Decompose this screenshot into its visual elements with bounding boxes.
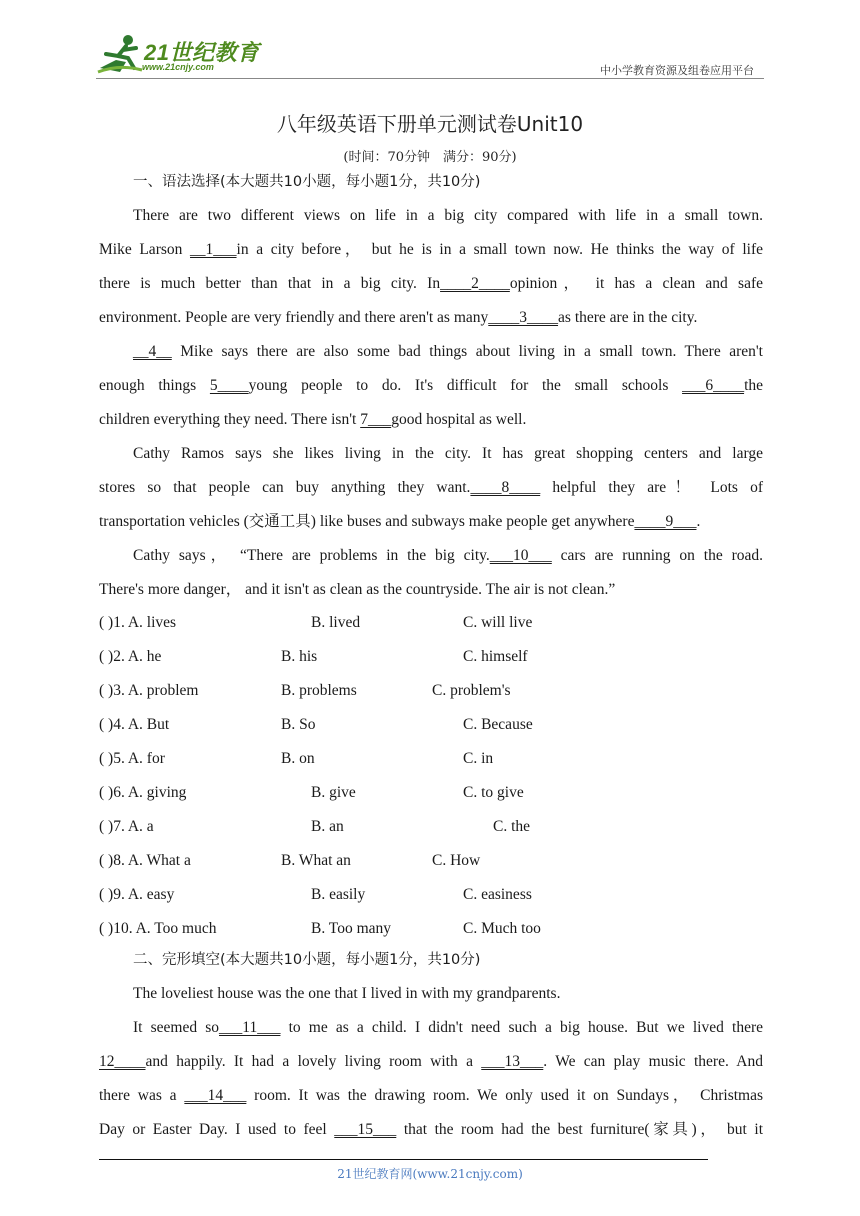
passage-line xyxy=(99,478,763,498)
question-stem-option-a: ( )8. A. What a xyxy=(99,852,191,869)
question-stem-option-a: ( )3. A. problem xyxy=(99,682,199,699)
question-row xyxy=(99,681,699,701)
option-c: C. himself xyxy=(463,648,528,665)
header-slogan: 中小学教育资源及组卷应用平台 xyxy=(600,64,754,77)
question-row xyxy=(99,613,699,633)
passage-text: stores so that people can buy anything they want. xyxy=(99,479,471,496)
passage-text: in a city before， but he is in a small town now. He thinks the way of life xyxy=(236,241,763,258)
question-stem-option-a: ( )10. A. Too much xyxy=(99,920,217,937)
blank-11: ___11___ xyxy=(219,1019,281,1036)
question-row xyxy=(99,919,699,939)
passage-text: The loveliest house was the one that I lived in with my grandparents. xyxy=(133,985,561,1002)
section-1-heading: 一、语法选择(本大题共10小题，每小题1分，共10分) xyxy=(133,174,481,190)
blank-6: ___6____ xyxy=(682,377,745,394)
option-c: C. problem's xyxy=(432,682,511,699)
passage-text: room. It was the drawing room. We only used it on Sundays， Christmas xyxy=(246,1087,763,1104)
page-title: 八年级英语下册单元测试卷Unit10 xyxy=(276,112,584,136)
passage-text: enough things xyxy=(99,377,210,394)
passage-text: to me as a child. I didn't need such a big house. But we lived there xyxy=(280,1019,763,1036)
passage-text: opinion， it has a clean and safe xyxy=(509,275,763,292)
runner-logo-icon xyxy=(96,32,144,76)
passage-text: the xyxy=(744,377,763,394)
passage-text: Day or Easter Day. I used to feel xyxy=(99,1121,335,1138)
passage-line xyxy=(99,274,763,294)
logo-brand-text: 21世纪教育 xyxy=(144,40,260,65)
blank-13: ___13___ xyxy=(481,1053,544,1070)
blank-3: ____3____ xyxy=(488,309,559,326)
question-stem-option-a: ( )2. A. he xyxy=(99,648,162,665)
passage-line xyxy=(99,240,763,260)
passage-text: good hospital as well. xyxy=(391,411,527,428)
passage-line xyxy=(99,1086,763,1106)
page-footer: 21世纪教育网(www.21cnjy.com) xyxy=(337,1167,523,1181)
passage-line xyxy=(99,410,763,430)
question-stem-option-a: ( )6. A. giving xyxy=(99,784,187,801)
option-c: C. Because xyxy=(463,716,533,733)
option-b: B. easily xyxy=(311,886,366,903)
passage-text: helpful they are！ Lots of xyxy=(540,479,763,496)
question-row xyxy=(99,749,699,769)
option-c: C. to give xyxy=(463,784,524,801)
option-b: B. What an xyxy=(281,852,351,869)
option-b: B. his xyxy=(281,648,318,665)
passage-text: There's more danger， and it isn't as clean as the countryside. The air is not clean.” xyxy=(99,581,616,598)
passage-text: there is much better than that in a big city. In xyxy=(99,275,441,292)
site-logo xyxy=(96,32,266,76)
passage-text: as there are in the city. xyxy=(558,309,698,326)
question-stem-option-a: ( )4. A. But xyxy=(99,716,170,733)
blank-1: __1___ xyxy=(190,241,237,258)
option-c: C. How xyxy=(432,852,481,869)
blank-14: ___14___ xyxy=(184,1087,247,1104)
passage-line xyxy=(133,546,763,566)
passage-text: Cathy says， “There are problems in the big city. xyxy=(133,547,490,564)
page-header xyxy=(96,30,764,80)
blank-9: ____9___ xyxy=(634,513,697,530)
question-row xyxy=(99,817,699,837)
option-b: B. on xyxy=(281,750,315,767)
passage-line xyxy=(133,342,763,362)
option-c: C. the xyxy=(493,818,531,835)
passage-line xyxy=(133,206,763,226)
option-b: B. an xyxy=(311,818,344,835)
question-stem-option-a: ( )1. A. lives xyxy=(99,614,177,631)
passage-text: cars are running on the road. xyxy=(551,547,763,564)
passage-line xyxy=(99,1052,763,1072)
passage-line xyxy=(99,1120,763,1140)
blank-2: ____2____ xyxy=(440,275,510,292)
passage-line xyxy=(99,512,763,532)
question-stem-option-a: ( )7. A. a xyxy=(99,818,154,835)
passage-text: Mike Larson xyxy=(99,241,191,258)
passage-text: There are two different views on life in a big city compared with life in a small town. xyxy=(133,207,763,224)
passage-text: . xyxy=(696,513,701,530)
logo-site-text: www.21cnjy.com xyxy=(142,62,214,72)
option-b: B. give xyxy=(311,784,356,801)
question-stem-option-a: ( )5. A. for xyxy=(99,750,165,767)
option-c: C. Much too xyxy=(463,920,541,937)
header-rule xyxy=(96,78,764,79)
option-b: B. problems xyxy=(281,682,357,699)
option-c: C. in xyxy=(463,750,494,767)
question-row xyxy=(99,885,699,905)
passage-text: . We can play music there. And xyxy=(543,1053,763,1070)
question-row xyxy=(99,783,699,803)
exam-meta: (时间：70分钟 满分：90分) xyxy=(343,150,517,165)
blank-15: ___15___ xyxy=(334,1121,397,1138)
passage-text: and happily. It had a lovely living room with a xyxy=(145,1053,482,1070)
blank-5: 5____ xyxy=(209,377,249,394)
option-b: B. Too many xyxy=(311,920,392,937)
question-row xyxy=(99,715,699,735)
passage-text: environment. People are very friendly and there aren't as many xyxy=(99,309,489,326)
passage-line xyxy=(133,444,763,464)
passage-line xyxy=(133,1018,763,1038)
question-stem-option-a: ( )9. A. easy xyxy=(99,886,175,903)
passage-text: Mike says there are also some bad things about living in a small town. There aren't xyxy=(171,343,763,360)
passage-line xyxy=(133,984,763,1004)
passage-text: It seemed so xyxy=(133,1019,220,1036)
question-row xyxy=(99,647,699,667)
option-b: B. So xyxy=(281,716,316,733)
question-row xyxy=(99,851,699,871)
passage-text: there was a xyxy=(99,1087,185,1104)
passage-line xyxy=(99,580,763,600)
passage-line xyxy=(99,376,763,396)
passage-text: young people to do. It's difficult for the small schools xyxy=(248,377,683,394)
passage-line xyxy=(99,308,763,328)
blank-7: 7___ xyxy=(360,411,392,428)
option-c: C. easiness xyxy=(463,886,532,903)
section-2-heading: 二、完形填空(本大题共10小题，每小题1分，共10分) xyxy=(133,952,481,968)
option-b: B. lived xyxy=(311,614,361,631)
passage-text: that the room had the best furniture(家具)， but it xyxy=(396,1121,764,1138)
passage-text: transportation vehicles (交通工具) like buses and subways make people get anywhere xyxy=(99,513,635,530)
blank-10: ___10___ xyxy=(489,547,552,564)
passage-text: children everything they need. There isn't xyxy=(99,411,361,428)
option-c: C. will live xyxy=(463,614,533,631)
footer-rule xyxy=(99,1159,708,1160)
blank-8: ____8____ xyxy=(470,479,541,496)
blank-4: __4__ xyxy=(133,343,172,360)
passage-text: Cathy Ramos says she likes living in the city. It has great shopping centers and large xyxy=(133,445,763,462)
blank-12: 12____ xyxy=(99,1053,146,1070)
